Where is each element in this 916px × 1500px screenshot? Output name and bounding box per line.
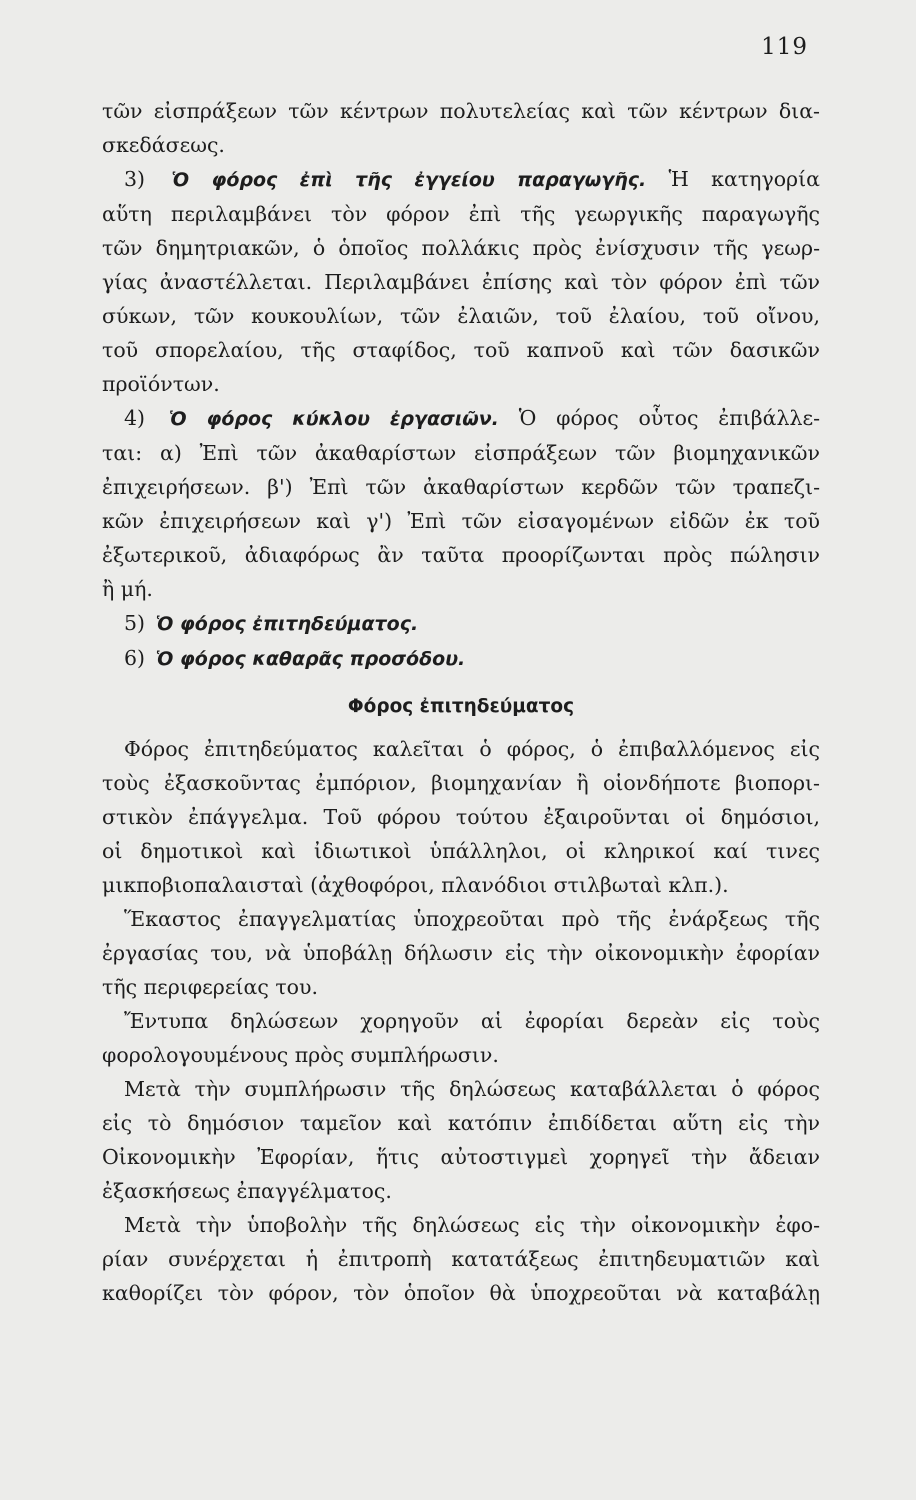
item-4-title: Ὁ φόρος κύκλου ἐργασιῶν. <box>168 408 499 430</box>
item-number: 3) <box>124 167 146 191</box>
item-6-title: Ὁ φόρος καθαρᾶς προσόδου. <box>155 648 466 670</box>
text-line: ται: α) Ἐπὶ τῶν ἀκαθαρίστων εἰσπράξεων τῶν βιομηχανικῶν <box>102 441 820 465</box>
text-line: τῶν δημητριακῶν, ὁ ὁποῖος πολλάκις πρὸς ἐνίσχυσιν τῆς γεωρ- <box>102 236 820 260</box>
text-line: τῆς περιφερείας του. <box>102 975 318 999</box>
section-heading: Φόρος ἐπιτηδεύματος <box>347 696 575 717</box>
text-line: Μετὰ τὴν συμπλήρωσιν τῆς δηλώσεως καταβάλλεται ὁ φόρος <box>124 1077 820 1101</box>
text-line: οἱ δημοτικοὶ καὶ ἰδιωτικοὶ ὑπάλληλοι, οἱ κληρικοί καί τινες <box>102 839 820 863</box>
text-line: προϊόντων. <box>102 372 220 396</box>
item-number: 4) <box>124 406 146 430</box>
item-4-heading-line <box>102 401 820 436</box>
text-line: γίας ἀναστέλλεται. Περιλαμβάνει ἐπίσης καὶ τὸν φόρον ἐπὶ τῶν <box>102 270 820 294</box>
text-line: Φόρος ἐπιτηδεύματος καλεῖται ὁ φόρος, ὁ ἐπιβαλλόμενος εἰς <box>124 737 820 761</box>
text-line: εἰς τὸ δημόσιον ταμεῖον καὶ κατόπιν ἐπιδίδεται αὕτη εἰς τὴν <box>102 1111 820 1135</box>
text-fragment: Ὁ φόρος οὗτος ἐπιβάλλε- <box>518 406 820 430</box>
item-6-heading-line <box>102 641 820 676</box>
text-line: φορολογουμένους πρὸς συμπλήρωσιν. <box>102 1043 499 1067</box>
body-text <box>102 94 820 1310</box>
item-3-heading-line <box>102 162 820 197</box>
text-line: ἐξωτερικοῦ, ἀδιαφόρως ἂν ταῦτα προορίζωνται πρὸς πώλησιν <box>102 543 820 567</box>
text-line: τοὺς ἐξασκοῦντας ἐμπόριον, βιομηχανίαν ἢ οἱονδήποτε βιοπορι- <box>102 771 820 795</box>
text-line: ἐξασκήσεως ἐπαγγέλματος. <box>102 1179 392 1203</box>
text-line: ἐργασίας του, νὰ ὑποβάλῃ δήλωσιν εἰς τὴν οἰκονομικὴν ἐφορίαν <box>102 941 820 965</box>
text-line: σκεδάσεως. <box>102 133 225 157</box>
text-line: κῶν ἐπιχειρήσεων καὶ γ') Ἐπὶ τῶν εἰσαγομένων εἰδῶν ἐκ τοῦ <box>102 509 820 533</box>
text-line: στικὸν ἐπάγγελμα. Τοῦ φόρου τούτου ἐξαιροῦνται οἱ δημόσιοι, <box>102 805 820 829</box>
item-3-title: Ὁ φόρος ἐπὶ τῆς ἐγγείου παραγωγῆς. <box>171 169 647 191</box>
item-number: 6) <box>124 646 146 670</box>
text-line: Οἰκονομικὴν Ἐφορίαν, ἥτις αὐτοστιγμεὶ χορηγεῖ τὴν ἄδειαν <box>102 1145 820 1169</box>
text-line: αὕτη περιλαμβάνει τὸν φόρον ἐπὶ τῆς γεωργικῆς παραγωγῆς <box>102 202 820 226</box>
item-5-title: Ὁ φόρος ἐπιτηδεύματος. <box>155 613 419 635</box>
text-line: ἐπιχειρήσεων. β') Ἐπὶ τῶν ἀκαθαρίστων κερδῶν τῶν τραπεζι- <box>102 475 820 499</box>
text-line: τῶν εἰσπράξεων τῶν κέντρων πολυτελείας καὶ τῶν κέντρων δια- <box>102 99 820 123</box>
item-number: 5) <box>124 611 146 635</box>
text-line: καθορίζει τὸν φόρον, τὸν ὁποῖον θὰ ὑποχρεοῦται νὰ καταβάλῃ <box>102 1281 820 1305</box>
text-line: μικποβιοπαλαισταὶ (ἀχθοφόροι, πλανόδιοι στιλβωταὶ κλπ.). <box>102 873 729 897</box>
text-line: τοῦ σπορελαίου, τῆς σταφίδος, τοῦ καπνοῦ καὶ τῶν δασικῶν <box>102 338 820 362</box>
text-line: Ἕκαστος ἐπαγγελματίας ὑποχρεοῦται πρὸ τῆς ἐνάρξεως τῆς <box>124 907 820 931</box>
text-fragment: Ἡ κατηγορία <box>668 167 820 191</box>
text-line: ἢ μή. <box>102 577 153 601</box>
item-5-heading-line <box>102 606 820 641</box>
page-number: 119 <box>761 34 808 60</box>
text-line: Μετὰ τὴν ὑποβολὴν τῆς δηλώσεως εἰς τὴν οἰκονομικὴν ἐφο- <box>124 1213 820 1237</box>
text-line: Ἔντυπα δηλώσεων χορηγοῦν αἱ ἐφορίαι δερεὰν εἰς τοὺς <box>124 1009 820 1033</box>
text-line: σύκων, τῶν κουκουλίων, τῶν ἐλαιῶν, τοῦ ἐλαίου, τοῦ οἴνου, <box>102 304 820 328</box>
text-line: ρίαν συνέρχεται ἡ ἐπιτροπὴ κατατάξεως ἐπιτηδευματιῶν καὶ <box>102 1247 820 1271</box>
